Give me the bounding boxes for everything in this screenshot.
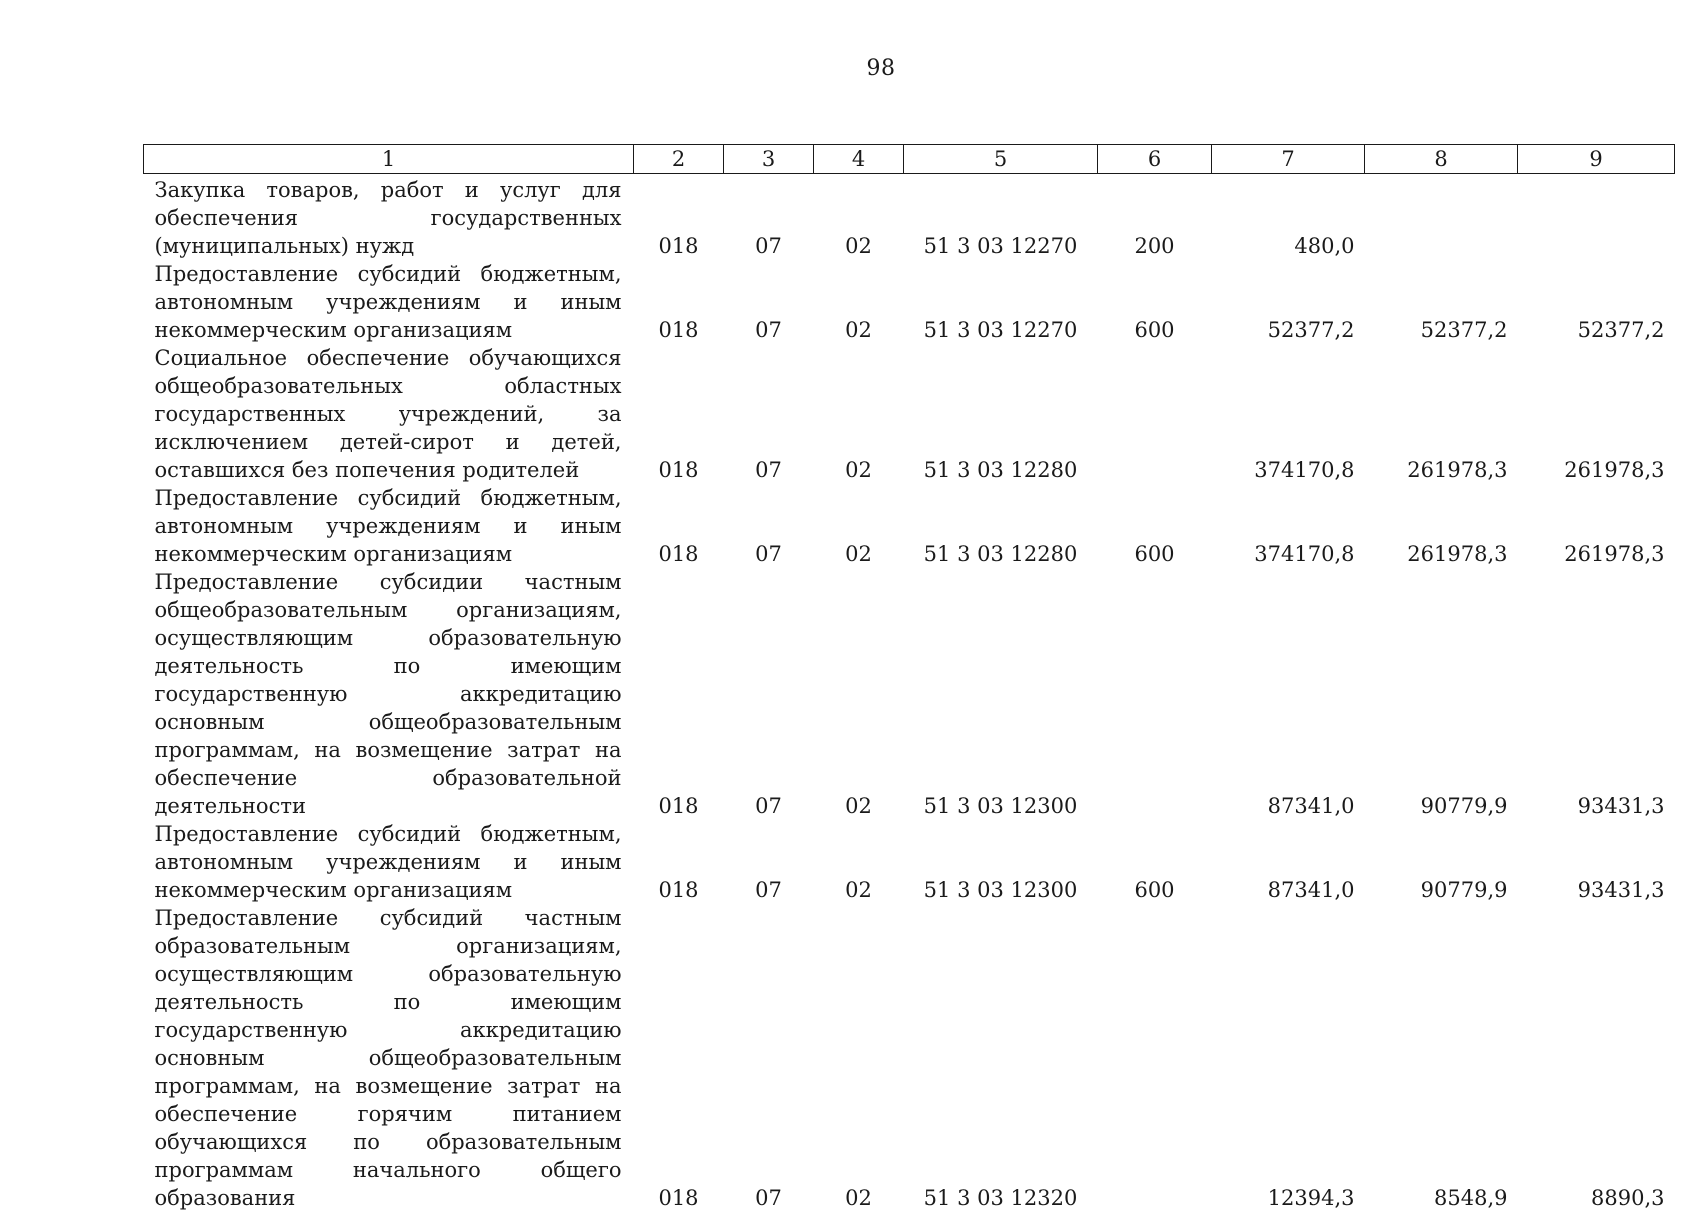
row-ministry: 018 xyxy=(634,260,724,344)
row-description: Предоставление субсидий частным образовательным организациям, осуществляющим образовательную деятельность по имеющим государственную аккредитацию основным общеобразовательным программам, на возмещение затрат на обеспечение горячим питанием обучающихся по образовательным программам начального общего образования xyxy=(144,904,634,1212)
table-row xyxy=(144,568,1675,820)
row-amount-col9 xyxy=(1518,174,1675,261)
row-section: 07 xyxy=(724,484,814,568)
row-section: 07 xyxy=(724,174,814,261)
row-target-article: 51 3 03 12300 xyxy=(904,568,1098,820)
row-amount-col7: 480,0 xyxy=(1212,174,1365,261)
table-row xyxy=(144,344,1675,484)
row-target-article: 51 3 03 12320 xyxy=(904,904,1098,1212)
header-col-7: 7 xyxy=(1212,145,1365,174)
row-subsection: 02 xyxy=(814,820,904,904)
row-ministry: 018 xyxy=(634,174,724,261)
row-amount-col7: 374170,8 xyxy=(1212,484,1365,568)
row-subsection: 02 xyxy=(814,344,904,484)
table-header xyxy=(144,145,1675,174)
row-amount-col8: 90779,9 xyxy=(1365,568,1518,820)
header-col-9: 9 xyxy=(1518,145,1675,174)
row-amount-col9: 8890,3 xyxy=(1518,904,1675,1212)
row-description: Предоставление субсидий бюджетным, автономным учреждениям и иным некоммерческим организациям xyxy=(144,820,634,904)
row-amount-col9: 93431,3 xyxy=(1518,568,1675,820)
table-row xyxy=(144,260,1675,344)
row-amount-col8: 90779,9 xyxy=(1365,820,1518,904)
row-amount-col9: 261978,3 xyxy=(1518,484,1675,568)
row-description: Предоставление субсидии частным общеобразовательным организациям, осуществляющим образовательную деятельность по имеющим государственную аккредитацию основным общеобразовательным программам, на возмещение затрат на обеспечение образовательной деятельности xyxy=(144,568,634,820)
row-description: Предоставление субсидий бюджетным, автономным учреждениям и иным некоммерческим организациям xyxy=(144,260,634,344)
row-expense-type: 200 xyxy=(1098,174,1212,261)
header-col-4: 4 xyxy=(814,145,904,174)
row-amount-col7: 87341,0 xyxy=(1212,820,1365,904)
row-ministry: 018 xyxy=(634,484,724,568)
row-section: 07 xyxy=(724,820,814,904)
row-amount-col7: 87341,0 xyxy=(1212,568,1365,820)
row-ministry: 018 xyxy=(634,344,724,484)
row-section: 07 xyxy=(724,260,814,344)
row-subsection: 02 xyxy=(814,174,904,261)
row-subsection: 02 xyxy=(814,260,904,344)
row-amount-col8: 261978,3 xyxy=(1365,484,1518,568)
row-expense-type xyxy=(1098,904,1212,1212)
row-amount-col9: 261978,3 xyxy=(1518,344,1675,484)
row-subsection: 02 xyxy=(814,568,904,820)
row-target-article: 51 3 03 12270 xyxy=(904,174,1098,261)
table-row xyxy=(144,174,1675,261)
row-ministry: 018 xyxy=(634,568,724,820)
row-expense-type xyxy=(1098,568,1212,820)
row-amount-col7: 52377,2 xyxy=(1212,260,1365,344)
row-amount-col8: 8548,9 xyxy=(1365,904,1518,1212)
row-amount-col8: 52377,2 xyxy=(1365,260,1518,344)
row-amount-col9: 52377,2 xyxy=(1518,260,1675,344)
header-col-8: 8 xyxy=(1365,145,1518,174)
row-subsection: 02 xyxy=(814,904,904,1212)
header-col-2: 2 xyxy=(634,145,724,174)
header-col-5: 5 xyxy=(904,145,1098,174)
table-row xyxy=(144,484,1675,568)
table-row xyxy=(144,904,1675,1212)
table-body xyxy=(144,174,1675,1212)
row-subsection: 02 xyxy=(814,484,904,568)
row-amount-col8: 261978,3 xyxy=(1365,344,1518,484)
row-expense-type xyxy=(1098,344,1212,484)
table-row xyxy=(144,820,1675,904)
header-row xyxy=(144,145,1675,174)
row-amount-col9: 93431,3 xyxy=(1518,820,1675,904)
row-expense-type: 600 xyxy=(1098,820,1212,904)
row-section: 07 xyxy=(724,344,814,484)
row-amount-col8 xyxy=(1365,174,1518,261)
row-amount-col7: 12394,3 xyxy=(1212,904,1365,1212)
row-expense-type: 600 xyxy=(1098,260,1212,344)
budget-table xyxy=(143,144,1675,1212)
row-ministry: 018 xyxy=(634,820,724,904)
row-description: Предоставление субсидий бюджетным, автономным учреждениям и иным некоммерческим организациям xyxy=(144,484,634,568)
header-col-6: 6 xyxy=(1098,145,1212,174)
row-target-article: 51 3 03 12280 xyxy=(904,344,1098,484)
page-number: 98 xyxy=(0,56,1697,81)
row-expense-type: 600 xyxy=(1098,484,1212,568)
row-target-article: 51 3 03 12270 xyxy=(904,260,1098,344)
row-section: 07 xyxy=(724,904,814,1212)
row-section: 07 xyxy=(724,568,814,820)
row-description: Социальное обеспечение обучающихся общеобразовательных областных государственных учреждений, за исключением детей-сирот и детей, оставшихся без попечения родителей xyxy=(144,344,634,484)
header-col-1: 1 xyxy=(144,145,634,174)
row-amount-col7: 374170,8 xyxy=(1212,344,1365,484)
row-target-article: 51 3 03 12300 xyxy=(904,820,1098,904)
row-ministry: 018 xyxy=(634,904,724,1212)
row-target-article: 51 3 03 12280 xyxy=(904,484,1098,568)
row-description: Закупка товаров, работ и услуг для обеспечения государственных (муниципальных) нужд xyxy=(144,174,634,261)
header-col-3: 3 xyxy=(724,145,814,174)
